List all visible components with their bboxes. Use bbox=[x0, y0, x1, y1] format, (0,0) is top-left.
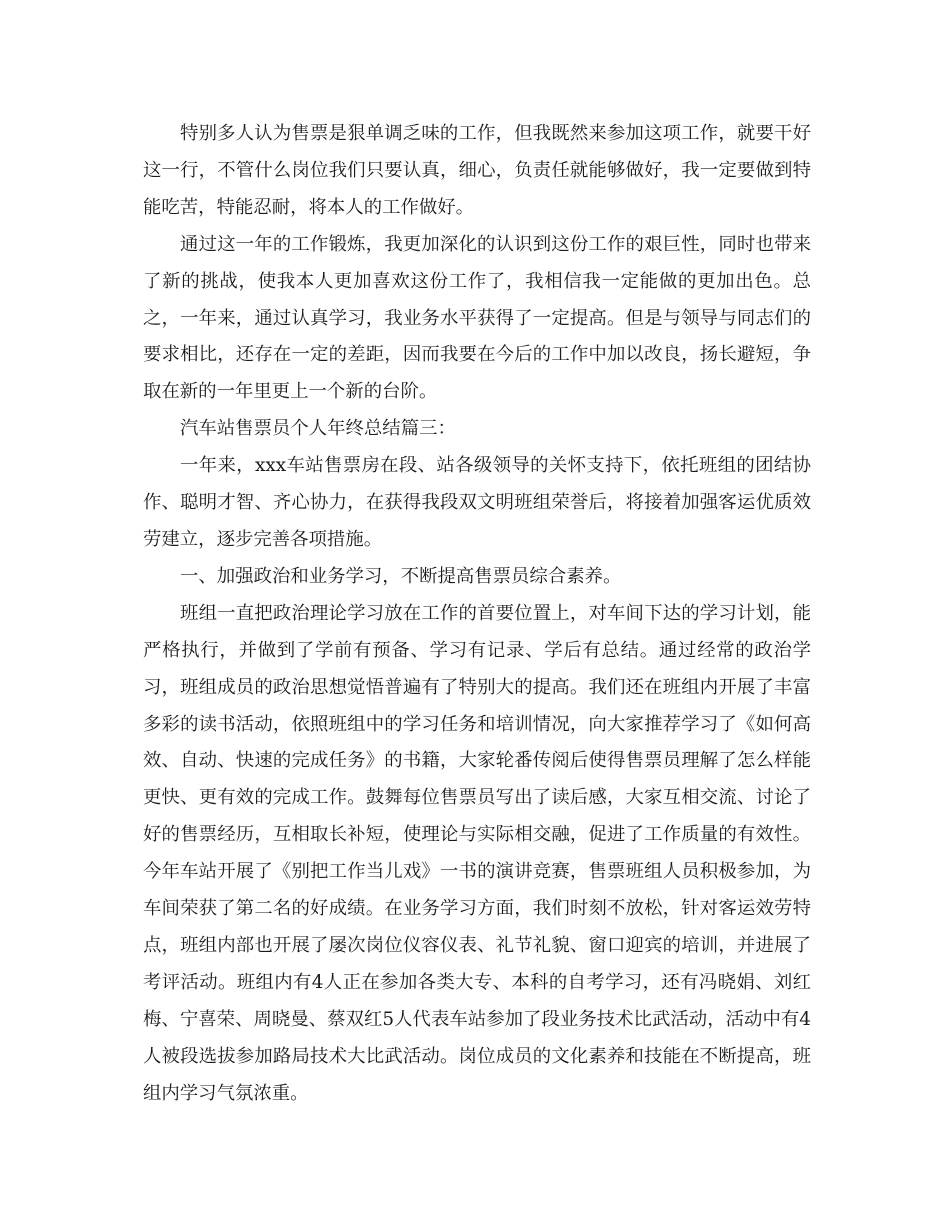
paragraph-2: 通过这一年的工作锻炼，我更加深化的认识到这份工作的艰巨性，同时也带来了新的挑战，使我本人更加喜欢这份工作了，我相信我一定能做的更加出色。总之，一年来，通过认真学习，我业务水平获得了一定提高。但是与领导与同志们的要求相比，还存在一定的差距，因而我要在今后的工作中加以改良，扬长避短，争取在新的一年里更上一个新的台阶。 bbox=[143, 233, 811, 403]
paragraph-1: 特别多人认为售票是狠单调乏味的工作，但我既然来参加这项工作，就要干好这一行，不管什么岗位我们只要认真，细心，负责任就能够做好，我一定要做到特能吃苦，特能忍耐，将本人的工作做好。 bbox=[143, 123, 811, 218]
paragraph-4: 班组一直把政治理论学习放在工作的首要位置上，对车间下达的学习计划，能严格执行，并做到了学前有预备、学习有记录、学后有总结。通过经常的政治学习，班组成员的政治思想觉悟普遍有了特别大的提高。我们还在班组内开展了丰富多彩的读书活动，依照班组中的学习任务和培训情况，向大家推荐学习了《如何高效、自动、快速的完成任务》的书籍，大家轮番传阅后使得售票员理解了怎么样能更快、更有效的完成工作。鼓舞每位售票员写出了读后感，大家互相交流、讨论了好的售票经历，互相取长补短，使理论与实际相交融，促进了工作质量的有效性。今年车站开展了《别把工作当儿戏》一书的演讲竞赛，售票班组人员积极参加，为车间荣获了第二名的好成绩。在业务学习方面，我们时刻不放松，针对客运效劳特点，班组内部也开展了屡次岗位仪容仪表、礼节礼貌、窗口迎宾的培训，并进展了考评活动。班组内有4人正在参加各类大专、本科的自考学习，还有冯晓娟、刘红梅、宁喜荣、周晓曼、蔡双红5人代表车站参加了段业务技术比武活动，活动中有4人被段选拔参加路局技术大比武活动。岗位成员的文化素养和技能在不断提高，班组内学习气氛浓重。 bbox=[143, 602, 811, 1104]
section-title: 汽车站售票员个人年终总结篇三： bbox=[180, 418, 456, 440]
document-body bbox=[143, 116, 811, 1112]
paragraph-3: 一年来，xxx车站售票房在段、站各级领导的关怀支持下，依托班组的团结协作、聪明才智、齐心协力，在获得我段双文明班组荣誉后，将接着加强客运优质效劳建立，逐步完善各项措施。 bbox=[143, 455, 811, 550]
subsection-heading: 一、加强政治和业务学习，不断提高售票员综合素养。 bbox=[180, 565, 622, 587]
